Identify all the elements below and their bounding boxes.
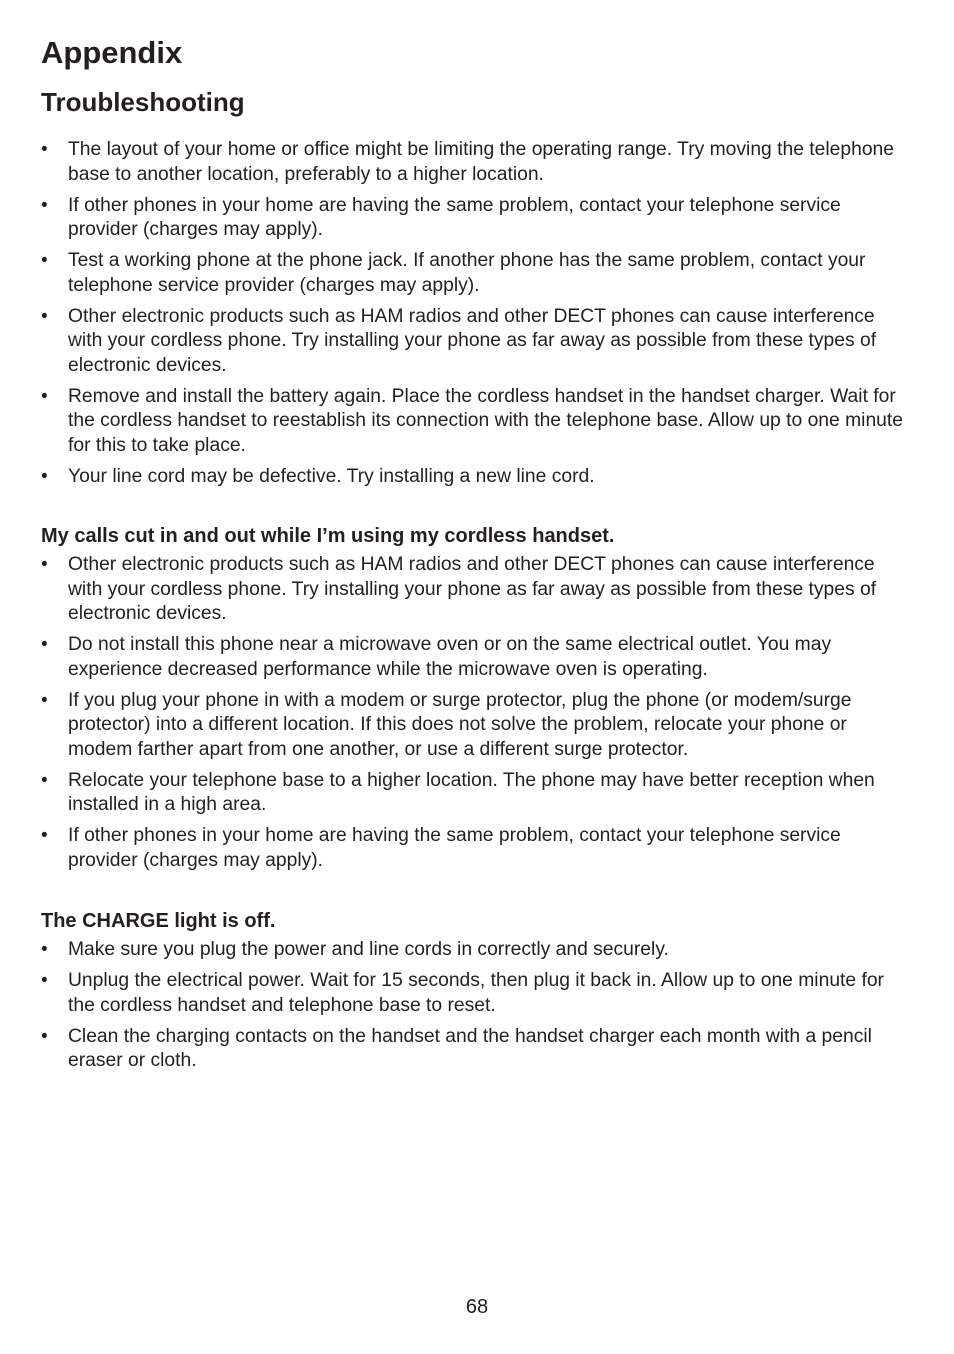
bullet-icon: • bbox=[41, 970, 48, 991]
bullet-icon: • bbox=[41, 825, 48, 846]
list-item-text: Make sure you plug the power and line cords in correctly and securely. bbox=[68, 939, 669, 960]
list-item bbox=[41, 194, 913, 243]
page-number: 68 bbox=[465, 1296, 489, 1318]
list-item-text: If other phones in your home are having the same problem, contact your telephone service provider (charges may apply). bbox=[68, 825, 841, 871]
list-item-text: The layout of your home or office might be limiting the operating range. Try moving the telephone base to another location, preferably to a higher location. bbox=[68, 139, 894, 185]
list-item bbox=[41, 385, 913, 459]
bullet-icon: • bbox=[41, 1025, 48, 1047]
bullet-icon: • bbox=[41, 250, 48, 271]
section-general bbox=[41, 138, 913, 496]
bullet-list bbox=[41, 553, 913, 873]
bullet-icon: • bbox=[41, 385, 48, 407]
list-item-text: Your line cord may be defective. Try installing a new line cord. bbox=[68, 465, 595, 487]
list-item bbox=[41, 553, 913, 627]
section-calls-cut-out bbox=[41, 523, 913, 880]
list-item-text: Do not install this phone near a microwave oven or on the same electrical outlet. You may experience decreased performance while the microwave oven is operating. bbox=[68, 634, 832, 680]
list-item bbox=[41, 824, 913, 873]
list-item-text: Unplug the electrical power. Wait for 15 seconds, then plug it back in. Allow up to one minute for the cordless handset and telephone base to reset. bbox=[68, 970, 884, 1016]
list-item-text: Relocate your telephone base to a higher location. The phone may have better reception when installed in a high area. bbox=[68, 769, 875, 815]
list-item bbox=[41, 305, 913, 379]
list-item bbox=[41, 769, 913, 818]
bullet-icon: • bbox=[41, 465, 48, 487]
list-item-text: Remove and install the battery again. Place the cordless handset in the handset charger. Wait for the cordless handset to reestablish its connection with the telephone base. Allow up to one minute for this to take place. bbox=[68, 385, 903, 456]
list-item-text: Clean the charging contacts on the handset and the handset charger each month with a pencil eraser or cloth. bbox=[68, 1025, 872, 1071]
section-charge-light bbox=[41, 908, 913, 1080]
list-item-text: Other electronic products such as HAM radios and other DECT phones can cause interference with your cordless phone. Try installing your phone as far away as possible from these types of electronic devices. bbox=[68, 554, 877, 624]
subsection-title: The CHARGE light is off. bbox=[41, 910, 276, 932]
list-item bbox=[41, 969, 913, 1018]
chapter-title: Appendix bbox=[41, 35, 183, 70]
list-item bbox=[41, 938, 913, 963]
list-item-text: If you plug your phone in with a modem or surge protector, plug the phone (or modem/surge protector) into a different location. If this does not solve the problem, relocate your phone or modem farther apart from one another, or use a different surge protector. bbox=[68, 689, 852, 760]
bullet-list bbox=[41, 138, 913, 489]
bullet-icon: • bbox=[41, 139, 48, 160]
bullet-icon: • bbox=[41, 194, 48, 216]
bullet-icon: • bbox=[41, 939, 48, 960]
bullet-icon: • bbox=[41, 689, 48, 711]
bullet-list bbox=[41, 938, 913, 1074]
bullet-icon: • bbox=[41, 634, 48, 655]
list-item bbox=[41, 1025, 913, 1074]
bullet-icon: • bbox=[41, 305, 48, 327]
section-heading: Troubleshooting bbox=[41, 87, 245, 117]
bullet-icon: • bbox=[41, 769, 48, 791]
list-item bbox=[41, 689, 913, 763]
list-item bbox=[41, 249, 913, 298]
list-item bbox=[41, 633, 913, 682]
list-item bbox=[41, 138, 913, 187]
list-item bbox=[41, 465, 913, 490]
list-item-text: If other phones in your home are having the same problem, contact your telephone service provider (charges may apply). bbox=[68, 194, 841, 240]
bullet-icon: • bbox=[41, 554, 48, 575]
subsection-title: My calls cut in and out while I’m using my cordless handset. bbox=[41, 525, 615, 547]
list-item-text: Test a working phone at the phone jack. If another phone has the same problem, contact your telephone service provider (charges may apply). bbox=[68, 250, 866, 296]
list-item-text: Other electronic products such as HAM radios and other DECT phones can cause interference with your cordless phone. Try installing your phone as far away as possible from these types of electronic devices. bbox=[68, 305, 877, 376]
